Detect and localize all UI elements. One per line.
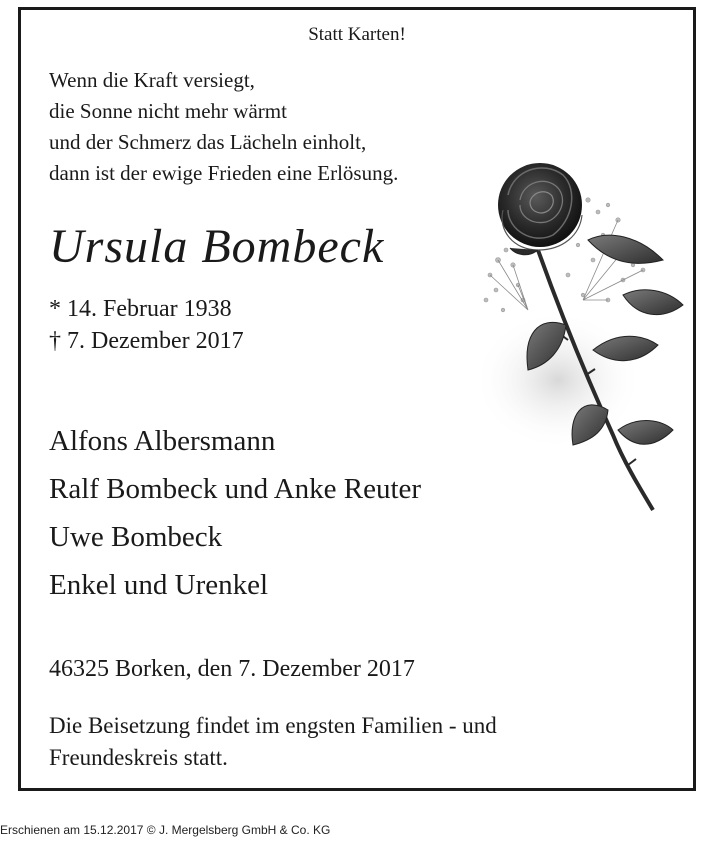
publication-footer: Erschienen am 15.12.2017 © J. Mergelsberg GmbH & Co. KG xyxy=(0,823,331,837)
poem-line: die Sonne nicht mehr wärmt xyxy=(49,99,287,123)
poem-line: Wenn die Kraft versiegt, xyxy=(49,68,255,92)
poem-line: und der Schmerz das Lächeln einholt, xyxy=(49,130,367,154)
poem xyxy=(49,65,398,189)
birth-date: * 14. Februar 1938 xyxy=(49,296,232,322)
poem-line: dann ist der ewige Frieden eine Erlösung. xyxy=(49,161,399,185)
rose-bloom xyxy=(498,163,582,255)
mourner-name: Ralf Bombeck und Anke Reuter xyxy=(49,473,422,505)
place-date: 46325 Borken, den 7. Dezember 2017 xyxy=(49,656,415,682)
rose-illustration xyxy=(468,150,693,515)
burial-line: Freundeskreis statt. xyxy=(49,745,228,770)
obituary-notice xyxy=(18,7,696,791)
deceased-name: Ursula Bombeck xyxy=(49,220,385,273)
mourners-list xyxy=(49,417,421,609)
life-dates xyxy=(49,293,244,357)
notice-heading: Statt Karten! xyxy=(308,24,406,45)
mourner-name: Alfons Albersmann xyxy=(49,425,276,457)
death-date: † 7. Dezember 2017 xyxy=(49,328,244,354)
mourner-name: Enkel und Urenkel xyxy=(49,569,269,601)
mourner-name: Uwe Bombeck xyxy=(49,521,223,553)
burial-line: Die Beisetzung findet im engsten Familien - und xyxy=(49,713,497,738)
burial-note xyxy=(49,710,497,774)
